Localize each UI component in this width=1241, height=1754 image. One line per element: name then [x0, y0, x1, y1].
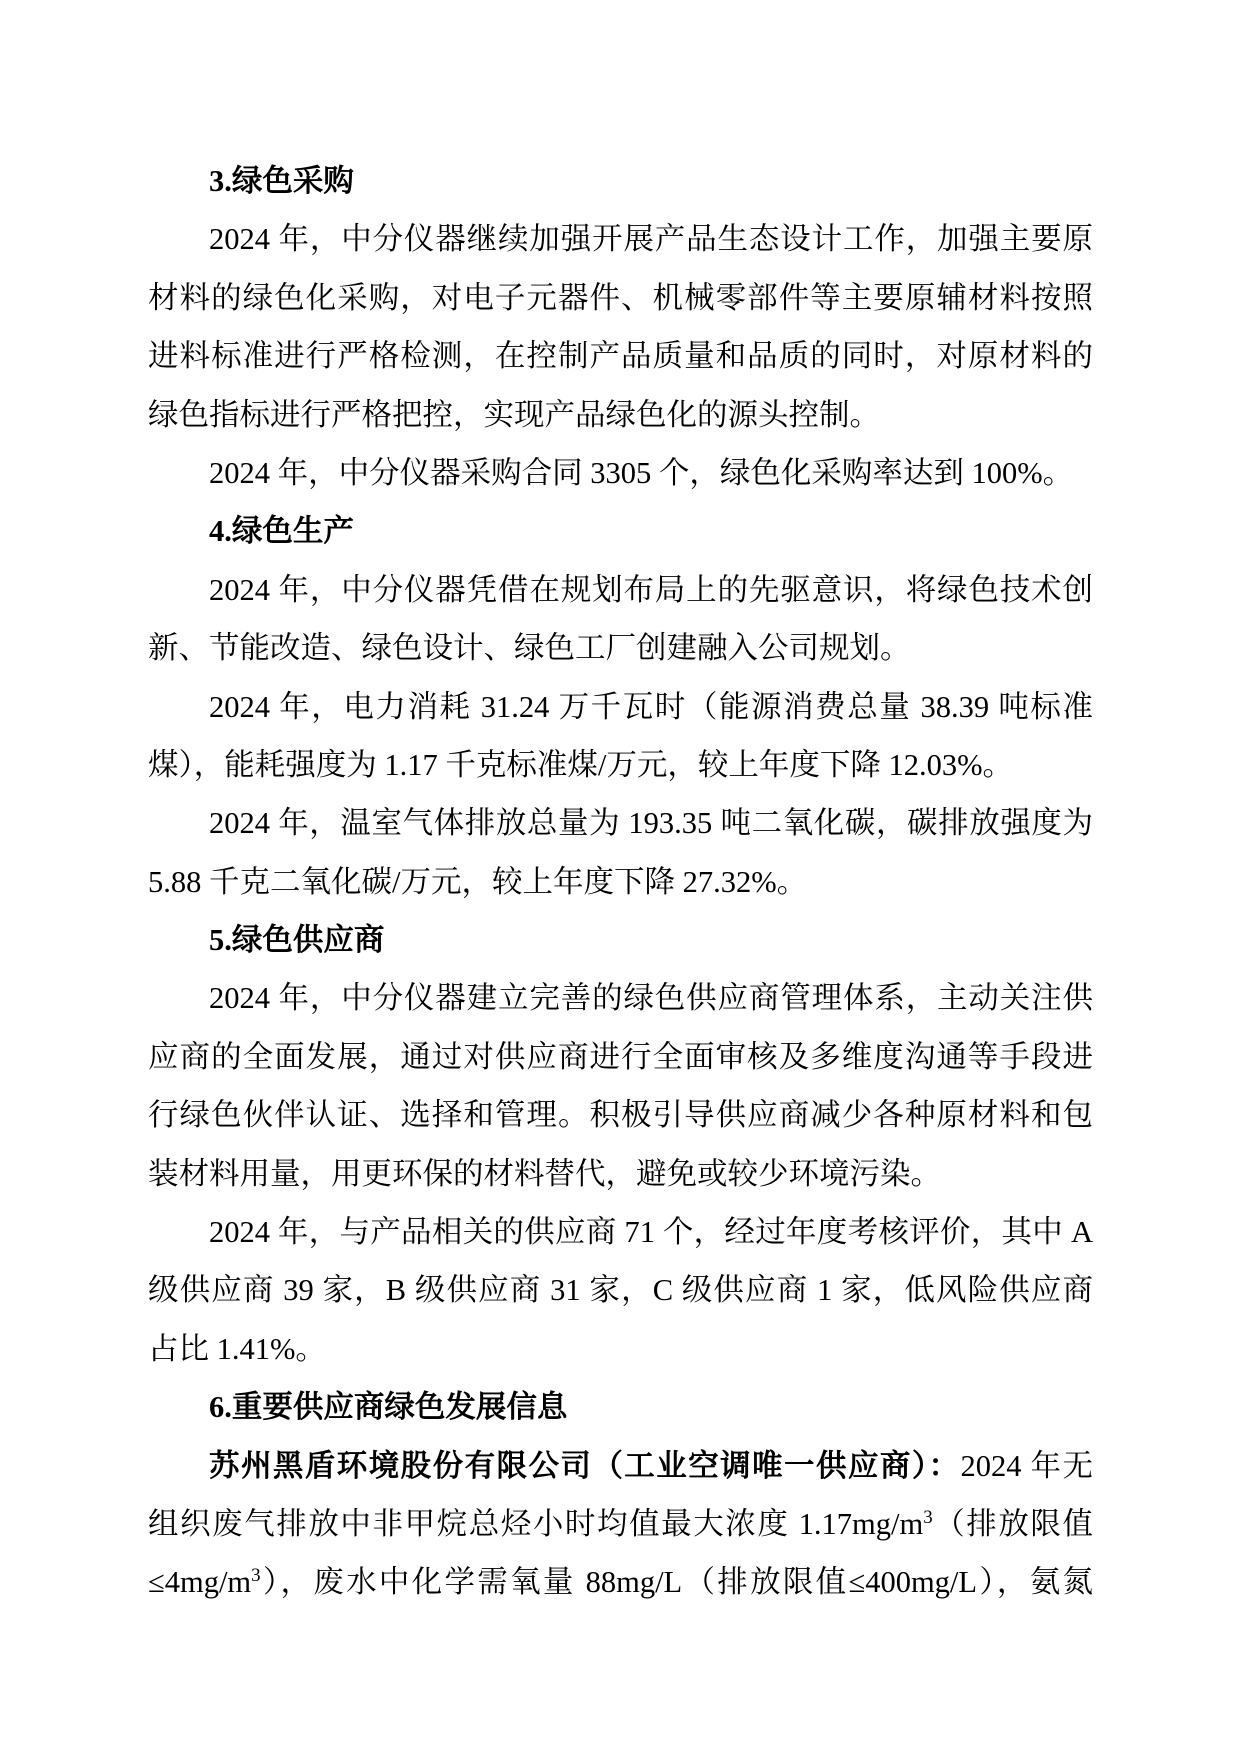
text-line	[148, 1028, 1093, 1086]
text-line	[148, 210, 1093, 268]
text-segment: 组织废气排放中非甲烷总烃小时均值最大浓度 1.17mg/m	[148, 1506, 924, 1541]
text-line	[148, 1261, 1093, 1319]
text-line	[148, 736, 1093, 794]
text-line	[148, 1495, 1093, 1553]
text-segment: 5.88 千克二氧化碳/万元，较上年度下降 27.32%。	[148, 864, 808, 899]
paragraph	[148, 561, 1093, 678]
text-line	[148, 327, 1093, 385]
bold-lead-text: 苏州黑盾环境股份有限公司（工业空调唯一供应商）：	[209, 1448, 961, 1483]
text-segment: ），废水中化学需氧量 88mg/L（排放限值≤400mg/L），氨氮	[260, 1565, 1093, 1600]
section-heading: 6.重要供应商绿色发展信息	[209, 1390, 568, 1425]
text-line	[148, 619, 1093, 677]
text-segment: 占比 1.41%。	[148, 1331, 326, 1366]
superscript: 3	[251, 1565, 261, 1587]
text-segment: 2024 年，中分仪器建立完善的绿色供应商管理体系，主动关注供	[209, 981, 1093, 1016]
text-segment: 2024 年，温室气体排放总量为 193.35 吨二氧化碳，碳排放强度为	[209, 806, 1093, 841]
paragraph	[148, 210, 1093, 444]
text-segment: 进料标准进行严格检测，在控制产品质量和品质的同时，对原材料的	[148, 339, 1093, 374]
text-segment: 2024 年无	[960, 1448, 1094, 1483]
document-content	[148, 152, 1093, 1612]
text-segment: 绿色指标进行严格把控，实现产品绿色化的源头控制。	[148, 397, 880, 432]
section-heading: 5.绿色供应商	[209, 923, 385, 958]
text-line	[148, 1086, 1093, 1144]
paragraph	[148, 444, 1093, 502]
paragraph	[148, 1437, 1093, 1612]
text-line	[148, 1553, 1093, 1611]
text-line	[148, 1437, 1093, 1495]
paragraph	[148, 794, 1093, 911]
text-segment: 2024 年，中分仪器采购合同 3305 个，绿色化采购率达到 100%。	[209, 455, 1074, 490]
text-segment: 2024 年，电力消耗 31.24 万千瓦时（能源消费总量 38.39 吨标准	[209, 689, 1093, 724]
text-line	[148, 794, 1093, 852]
text-segment: 应商的全面发展，通过对供应商进行全面审核及多维度沟通等手段进	[148, 1039, 1093, 1074]
text-segment: 行绿色伙伴认证、选择和管理。积极引导供应商减少各种原材料和包	[148, 1098, 1093, 1133]
text-line	[148, 269, 1093, 327]
paragraph	[148, 678, 1093, 795]
text-line	[148, 1203, 1093, 1261]
text-segment: 级供应商 39 家，B 级供应商 31 家，C 级供应商 1 家，低风险供应商	[148, 1273, 1093, 1308]
text-line	[148, 969, 1093, 1027]
text-segment: 材料的绿色化采购，对电子元器件、机械零部件等主要原辅材料按照	[148, 280, 1093, 315]
text-line	[148, 1145, 1093, 1203]
text-line	[148, 444, 1093, 502]
text-segment: ≤4mg/m	[148, 1565, 252, 1600]
text-segment: 新、节能改造、绿色设计、绿色工厂创建融入公司规划。	[148, 631, 911, 666]
section-heading: 4.绿色生产	[209, 514, 354, 549]
text-segment: 煤），能耗强度为 1.17 千克标准煤/万元，较上年度下降 12.03%。	[148, 747, 1014, 782]
text-line	[148, 853, 1093, 911]
paragraph	[148, 969, 1093, 1203]
text-line	[148, 561, 1093, 619]
text-segment: 2024 年，中分仪器凭借在规划布局上的先驱意识，将绿色技术创	[209, 572, 1093, 607]
text-segment: 装材料用量，用更环保的材料替代，避免或较少环境污染。	[148, 1156, 941, 1191]
text-segment: 2024 年，与产品相关的供应商 71 个，经过年度考核评价，其中 A	[209, 1215, 1093, 1250]
text-segment: 2024 年，中分仪器继续加强开展产品生态设计工作，加强主要原	[209, 222, 1093, 257]
text-line	[148, 678, 1093, 736]
text-line	[148, 386, 1093, 444]
section-heading: 3.绿色采购	[209, 164, 354, 198]
superscript: 3	[923, 1506, 933, 1528]
paragraph	[148, 1203, 1093, 1378]
text-line	[148, 1320, 1093, 1378]
text-segment: （排放限值	[932, 1506, 1094, 1541]
